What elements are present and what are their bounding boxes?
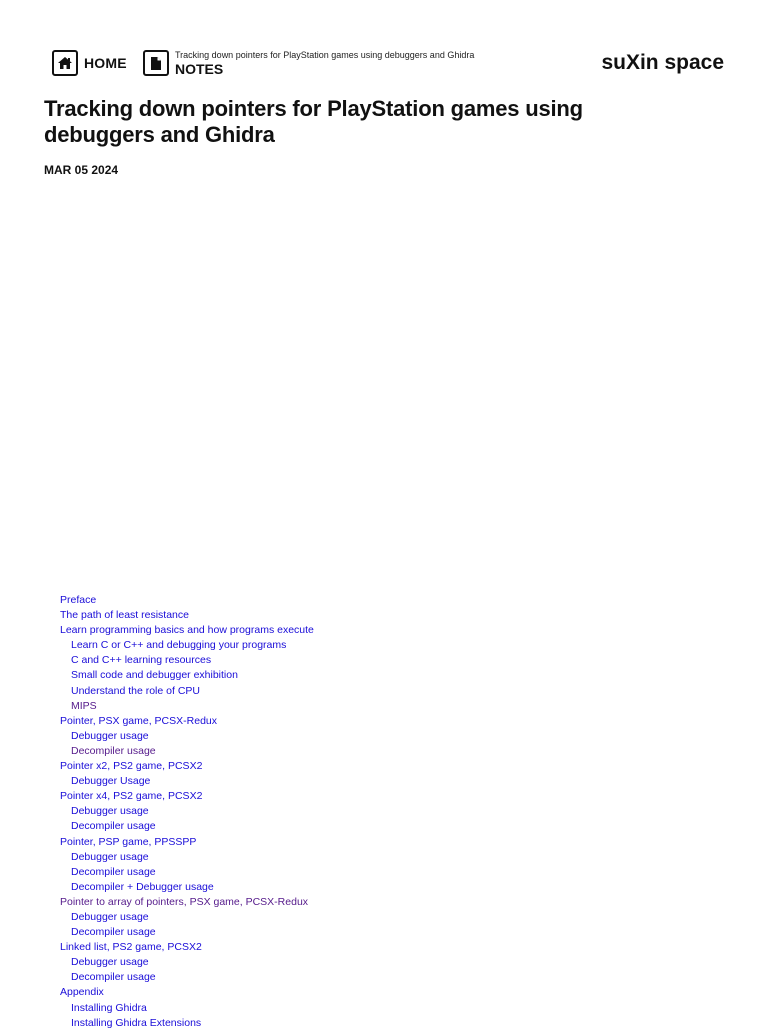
- toc-link[interactable]: Linked list, PS2 game, PCSX2: [60, 941, 202, 954]
- toc-link[interactable]: Debugger usage: [71, 729, 149, 742]
- toc-link[interactable]: Decompiler usage: [71, 820, 156, 833]
- table-of-contents: [60, 593, 660, 1031]
- site-title-link[interactable]: suXin space: [601, 51, 724, 74]
- breadcrumb-current-page: Tracking down pointers for PlayStation games using debuggers and Ghidra: [175, 49, 475, 60]
- toc-link[interactable]: Debugger usage: [71, 910, 149, 923]
- toc-link[interactable]: Learn C or C++ and debugging your programs: [71, 639, 287, 652]
- notes-link[interactable]: [143, 50, 474, 76]
- toc-link[interactable]: Pointer x4, PS2 game, PCSX2: [60, 790, 203, 803]
- toc-link[interactable]: Debugger usage: [71, 956, 149, 969]
- toc-link[interactable]: Understand the role of CPU: [71, 684, 200, 697]
- home-icon: [52, 50, 78, 76]
- toc-link[interactable]: Debugger usage: [71, 850, 149, 863]
- toc-link[interactable]: Small code and debugger exhibition: [71, 669, 238, 682]
- article-date: MAR 05 2024: [44, 163, 119, 177]
- toc-link[interactable]: Installing Ghidra Extensions: [71, 1016, 202, 1029]
- toc-link[interactable]: Preface: [60, 594, 97, 606]
- toc-link[interactable]: Pointer, PSX game, PCSX-Redux: [60, 714, 217, 727]
- toc-link[interactable]: Decompiler usage: [71, 926, 156, 939]
- notes-label: NOTES: [175, 60, 224, 77]
- toc-link[interactable]: Pointer to array of pointers, PSX game, PCSX-Redux: [60, 895, 309, 908]
- toc-link[interactable]: Decompiler usage: [71, 865, 156, 878]
- toc-link[interactable]: Decompiler + Debugger usage: [71, 880, 214, 893]
- home-label: HOME: [84, 55, 127, 71]
- top-navigation: [44, 48, 724, 80]
- toc-link[interactable]: Debugger usage: [71, 805, 149, 818]
- toc-link[interactable]: Installing Ghidra: [71, 1001, 147, 1014]
- article-title: Tracking down pointers for PlayStation games using debuggers and Ghidra: [44, 96, 583, 147]
- toc-link[interactable]: Decompiler usage: [71, 971, 156, 984]
- toc-link[interactable]: The path of least resistance: [60, 609, 189, 622]
- toc-link[interactable]: MIPS: [71, 699, 97, 712]
- document-icon: [143, 50, 169, 76]
- notes-breadcrumb: [175, 51, 474, 76]
- toc-link[interactable]: C and C++ learning resources: [71, 654, 212, 667]
- toc-link[interactable]: Appendix: [60, 986, 104, 999]
- home-link[interactable]: [52, 50, 127, 76]
- toc-link[interactable]: Decompiler usage: [71, 744, 156, 757]
- toc-link[interactable]: Debugger Usage: [71, 775, 151, 788]
- toc-link[interactable]: Learn programming basics and how programs execute: [60, 624, 314, 637]
- toc-link[interactable]: Pointer x2, PS2 game, PCSX2: [60, 760, 203, 773]
- toc-link[interactable]: Pointer, PSP game, PPSSPP: [60, 835, 197, 848]
